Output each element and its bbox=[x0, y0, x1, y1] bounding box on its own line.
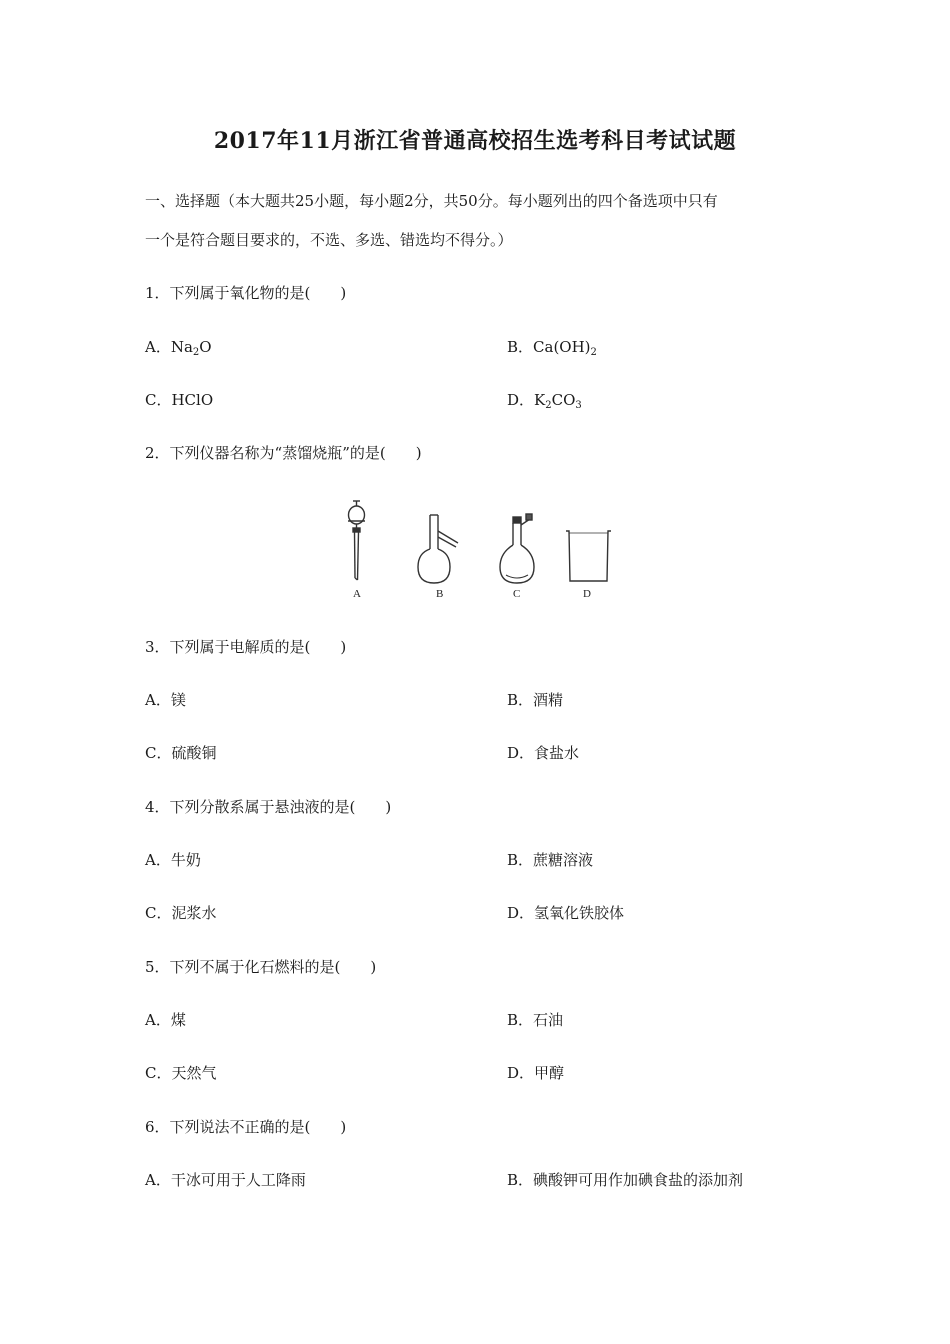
distilling-flask-icon bbox=[418, 515, 458, 583]
question-5-option-a: A．煤 bbox=[145, 1011, 186, 1029]
figure-label-c: C bbox=[513, 588, 521, 600]
question-4-option-b: B．蔗糖溶液 bbox=[507, 851, 594, 869]
question-3-option-d: D．食盐水 bbox=[507, 744, 580, 762]
flask-with-stopper-icon bbox=[500, 514, 534, 583]
question-1-stem: 1．下列属于氧化物的是( ) bbox=[145, 284, 347, 302]
question-5-stem: 5．下列不属于化石燃料的是( ) bbox=[145, 958, 377, 976]
apparatus-figure bbox=[320, 495, 620, 605]
question-3-option-b: B．酒精 bbox=[507, 691, 564, 709]
question-5-option-b: B．石油 bbox=[507, 1011, 564, 1029]
question-4-option-c: C．泥浆水 bbox=[145, 904, 217, 922]
question-2-stem: 2．下列仪器名称为“蒸馏烧瓶”的是( ) bbox=[145, 444, 422, 462]
section-intro-line1: 一、选择题（本大题共25小题，每小题2分，共50分。每小题列出的四个备选项中只有 bbox=[145, 192, 718, 210]
figure-label-d: D bbox=[583, 588, 591, 600]
question-1-option-b: B．$Ca(OH)_2$ bbox=[507, 338, 597, 358]
question-4-stem: 4．下列分散系属于悬浊液的是( ) bbox=[145, 798, 392, 816]
beaker-icon bbox=[566, 531, 611, 581]
question-6-option-b: B．碘酸钾可用作加碘食盐的添加剂 bbox=[507, 1171, 744, 1189]
question-3-option-a: A．镁 bbox=[145, 691, 186, 709]
question-3-stem: 3．下列属于电解质的是( ) bbox=[145, 638, 347, 656]
section-intro-line2: 一个是符合题目要求的，不选、多选、错选均不得分。） bbox=[145, 231, 513, 249]
figure-label-a: A bbox=[353, 588, 361, 600]
question-1-option-c: C．HClO bbox=[145, 391, 214, 409]
question-6-option-a: A．干冰可用于人工降雨 bbox=[145, 1171, 306, 1189]
question-6-stem: 6．下列说法不正确的是( ) bbox=[145, 1118, 347, 1136]
figure-label-b: B bbox=[436, 588, 444, 600]
page-title: 2017年11月浙江省普通高校招生选考科目考试试题 bbox=[213, 128, 737, 154]
question-4-option-d: D．氢氧化铁胶体 bbox=[507, 904, 625, 922]
question-1-option-a: A．$Na_2O$ bbox=[145, 338, 212, 358]
question-1-option-d: D．$K_2CO_3$ bbox=[507, 391, 582, 411]
question-3-option-c: C．硫酸铜 bbox=[145, 744, 217, 762]
question-4-option-a: A．牛奶 bbox=[145, 851, 201, 869]
question-5-option-c: C．天然气 bbox=[145, 1064, 217, 1082]
question-5-option-d: D．甲醇 bbox=[507, 1064, 565, 1082]
separatory-funnel-icon bbox=[348, 501, 365, 580]
